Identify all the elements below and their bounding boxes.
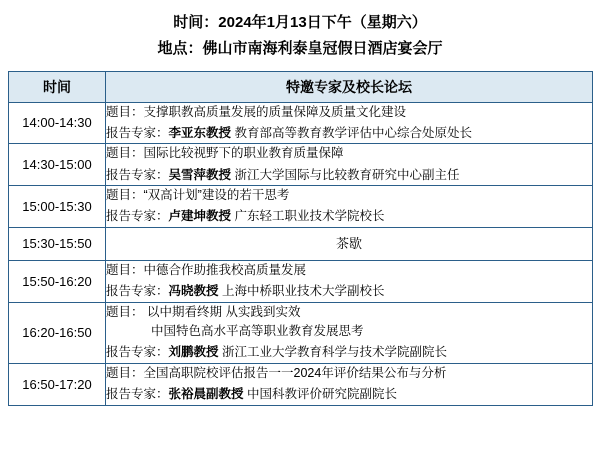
speaker-name: 卢建坤教授 [168,209,232,224]
column-header-time: 时间 [9,71,106,102]
topic-line [106,364,592,383]
speaker-affiliation: 浙江工业大学教育科学与技术学院副院长 [222,345,448,360]
topic-text: “双高计划”建设的若干思考 [143,188,290,202]
row-time: 14:30-15:00 [9,144,106,186]
row-content [106,102,593,144]
table-row [9,363,593,405]
row-content [106,302,593,363]
topic-line [106,261,592,280]
topic-label: 题目： [106,304,144,319]
speaker-line [106,385,592,404]
event-header [8,10,592,63]
topic-line [106,103,592,122]
row-time: 15:30-15:50 [9,227,106,260]
topic-text: 全国高职院校评估报告一一2024年评价结果公布与分析 [143,365,447,380]
speaker-label: 报告专家： [106,209,169,224]
table-row [9,102,593,144]
topic-line [106,303,592,322]
speaker-affiliation: 浙江大学国际与比较教育研究中心副主任 [234,167,460,182]
column-header-content: 特邀专家及校长论坛 [106,71,593,102]
table-row-break [9,227,593,260]
speaker-affiliation: 中国科教评价研究院副院长 [247,387,398,402]
row-content [106,186,593,228]
topic-text: 中德合作助推我校高质量发展 [143,262,307,277]
row-content [106,144,593,186]
row-content-break: 茶歇 [106,227,593,260]
speaker-name: 冯晓教授 [168,284,219,299]
row-time: 16:20-16:50 [9,302,106,363]
row-content [106,260,593,302]
topic-label: 题目： [106,365,144,380]
row-content [106,363,593,405]
topic-text: 以中期看终期 从实践到实效 [147,304,301,319]
speaker-line [106,282,592,301]
event-location: 地点：佛山市南海利泰皇冠假日酒店宴会厅 [157,40,443,58]
table-header-row [9,71,593,102]
topic-label: 题目： [106,146,144,161]
topic-line-extra: 中国特色高水平高等职业教育发展思考 [151,324,364,339]
speaker-affiliation: 上海中桥职业技术大学副校长 [222,284,385,299]
speaker-line [106,124,592,143]
speaker-affiliation: 教育部高等教育教学评估中心综合处原处长 [234,125,473,140]
speaker-line [106,207,592,226]
topic-label: 题目： [106,104,144,119]
speaker-label: 报告专家： [106,167,169,182]
schedule-table [8,71,593,406]
speaker-label: 报告专家： [106,387,169,402]
table-row [9,144,593,186]
event-datetime: 时间：2024年1月13日下午（星期六） [173,14,427,31]
topic-line [106,144,592,163]
speaker-affiliation: 广东轻工职业技术学院校长 [234,209,385,224]
table-row [9,186,593,228]
topic-text: 国际比较视野下的职业教育质量保障 [143,146,344,161]
topic-label: 题目： [106,262,144,277]
speaker-label: 报告专家： [106,125,169,140]
topic-text: 支撑职教高质量发展的质量保障及质量文化建设 [143,104,407,119]
speaker-name: 李亚东教授 [168,125,232,140]
table-row [9,260,593,302]
speaker-name: 刘鹏教授 [168,345,219,360]
row-time: 15:50-16:20 [9,260,106,302]
row-time: 16:50-17:20 [9,363,106,405]
speaker-label: 报告专家： [106,284,169,299]
topic-line [106,186,592,205]
speaker-line [106,166,592,185]
speaker-name: 吴雪萍教授 [168,167,232,182]
topic-label: 题目： [106,188,144,202]
speaker-name: 张裕晨副教授 [168,387,244,402]
row-time: 14:00-14:30 [9,102,106,144]
speaker-line [106,343,592,362]
speaker-label: 报告专家： [106,345,169,360]
table-row [9,302,593,363]
row-time: 15:00-15:30 [9,186,106,228]
